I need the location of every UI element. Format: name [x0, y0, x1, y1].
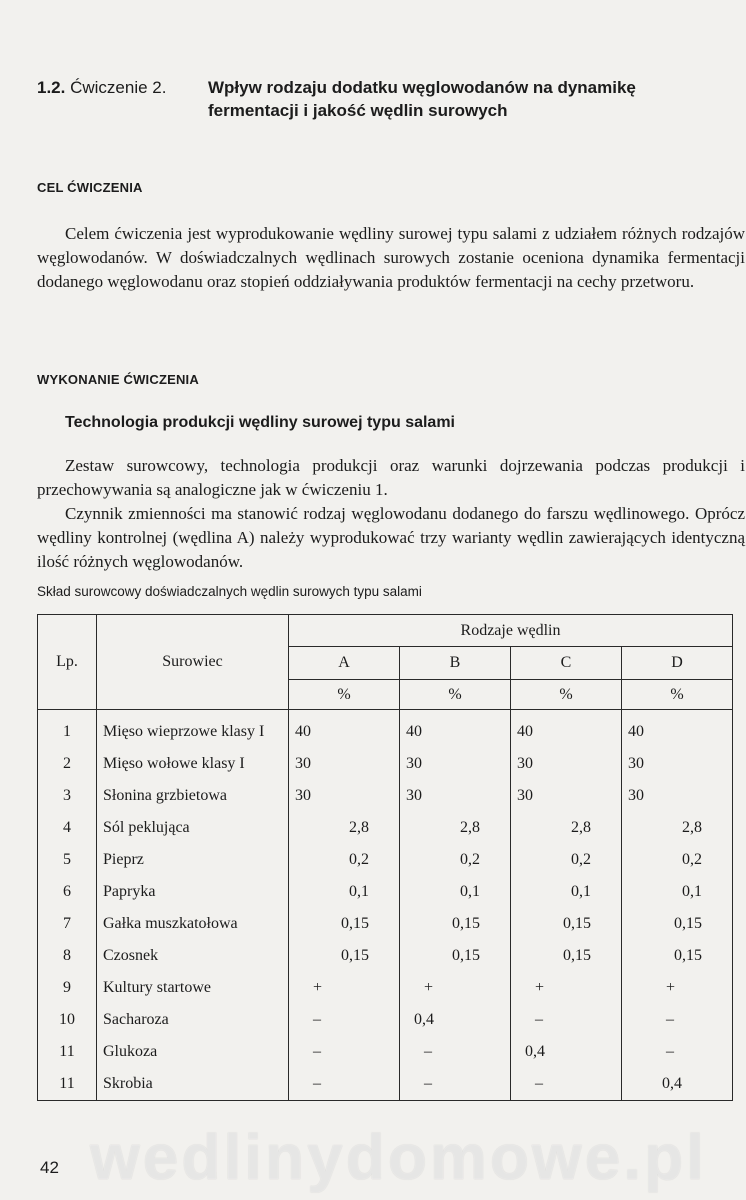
row-name: Sacharoza: [97, 1004, 289, 1036]
value-d: 0,15: [622, 940, 733, 972]
value-c: 30: [511, 780, 622, 812]
value-d: 0,15: [622, 908, 733, 940]
value-d: 30: [622, 780, 733, 812]
table-row: [38, 812, 733, 844]
header-variant-b: B: [400, 647, 511, 680]
header-variant-a: A: [289, 647, 400, 680]
row-name: Kultury startowe: [97, 972, 289, 1004]
row-name: Gałka muszkatołowa: [97, 908, 289, 940]
value-a: 30: [289, 748, 400, 780]
value-a: –: [289, 1004, 400, 1036]
row-name: Słonina grzbietowa: [97, 780, 289, 812]
table-row: [38, 1036, 733, 1068]
table-row: [38, 1004, 733, 1036]
value-b: 30: [400, 780, 511, 812]
value-c: 2,8: [511, 812, 622, 844]
row-name: Sól peklująca: [97, 812, 289, 844]
row-name: Papryka: [97, 876, 289, 908]
goal-paragraph: Celem ćwiczenia jest wyprodukowanie wędliny surowej typu salami z udziałem różnych rodzajów węglowodanów. W doświadczalnych wędlinach surowych zostanie oceniona dynamika fermentacji dodanego węglowodanu oraz stopień oddziaływania produktów fermentacji na cechy przetworu.: [37, 224, 745, 291]
value-d: 30: [622, 748, 733, 780]
table-row: [38, 940, 733, 972]
row-name: Mięso wołowe klasy I: [97, 748, 289, 780]
value-c: 0,4: [511, 1036, 622, 1068]
value-a: 0,2: [289, 844, 400, 876]
value-a: 30: [289, 780, 400, 812]
header-surowiec: Surowiec: [97, 615, 289, 710]
table-row: [38, 710, 733, 749]
value-a: 0,15: [289, 940, 400, 972]
title-line-2: fermentacji i jakość wędlin surowych: [208, 101, 508, 120]
value-b: 30: [400, 748, 511, 780]
value-b: –: [400, 1068, 511, 1101]
header-lp: Lp.: [38, 615, 97, 710]
row-name: Czosnek: [97, 940, 289, 972]
value-c: 40: [511, 710, 622, 749]
header-unit-a: %: [289, 680, 400, 710]
page-number: 42: [40, 1158, 59, 1177]
value-c: –: [511, 1068, 622, 1101]
execution-paragraph-1: Zestaw surowcowy, technologia produkcji oraz warunki dojrzewania podczas produkcji i przechowywania są analogiczne jak w ćwiczeniu 1.: [37, 456, 745, 499]
value-b: –: [400, 1036, 511, 1068]
value-c: 0,15: [511, 908, 622, 940]
table-row: [38, 1068, 733, 1101]
row-lp: 11: [38, 1036, 97, 1068]
value-b: 40: [400, 710, 511, 749]
row-lp: 5: [38, 844, 97, 876]
value-a: +: [289, 972, 400, 1004]
execution-paragraph-2: Czynnik zmienności ma stanowić rodzaj węglowodanu dodanego do farszu wędlinowego. Oprócz wędliny kontrolnej (wędlina A) należy wyprodukować trzy warianty wędlin zawierających identyczną ilość różnych węglowodanów.: [37, 504, 745, 571]
row-lp: 2: [38, 748, 97, 780]
table-row: [38, 876, 733, 908]
value-c: –: [511, 1004, 622, 1036]
technology-subheading: Technologia produkcji wędliny surowej typu salami: [65, 414, 455, 431]
section-number: 1.2.: [37, 78, 66, 97]
header-unit-b: %: [400, 680, 511, 710]
value-a: 0,15: [289, 908, 400, 940]
value-d: 0,1: [622, 876, 733, 908]
composition-table: [37, 614, 733, 1101]
value-a: 2,8: [289, 812, 400, 844]
value-a: –: [289, 1036, 400, 1068]
section-title: [37, 76, 727, 120]
row-lp: 9: [38, 972, 97, 1004]
value-c: 30: [511, 748, 622, 780]
value-b: 0,1: [400, 876, 511, 908]
table-row: [38, 844, 733, 876]
value-d: 0,4: [622, 1068, 733, 1101]
row-lp: 3: [38, 780, 97, 812]
row-name: Mięso wieprzowe klasy I: [97, 710, 289, 749]
row-name: Skrobia: [97, 1068, 289, 1101]
value-b: 0,15: [400, 908, 511, 940]
table-row: [38, 780, 733, 812]
watermark: wedlinydomowe.pl: [90, 1121, 707, 1193]
value-a: –: [289, 1068, 400, 1101]
header-unit-c: %: [511, 680, 622, 710]
table-row: [38, 908, 733, 940]
row-lp: 10: [38, 1004, 97, 1036]
value-a: 40: [289, 710, 400, 749]
header-rodzaje: Rodzaje wędlin: [289, 615, 733, 647]
goal-heading: CEL ĆWICZENIA: [37, 180, 143, 195]
row-lp: 8: [38, 940, 97, 972]
header-variant-c: C: [511, 647, 622, 680]
value-d: 40: [622, 710, 733, 749]
header-unit-d: %: [622, 680, 733, 710]
row-name: Pieprz: [97, 844, 289, 876]
table-row: [38, 748, 733, 780]
value-a: 0,1: [289, 876, 400, 908]
value-b: 2,8: [400, 812, 511, 844]
value-d: 0,2: [622, 844, 733, 876]
title-line-1: Wpływ rodzaju dodatku węglowodanów na dynamikę: [208, 78, 636, 97]
row-lp: 4: [38, 812, 97, 844]
row-lp: 7: [38, 908, 97, 940]
value-d: –: [622, 1004, 733, 1036]
value-b: 0,15: [400, 940, 511, 972]
value-c: +: [511, 972, 622, 1004]
value-d: +: [622, 972, 733, 1004]
value-c: 0,2: [511, 844, 622, 876]
exercise-label: Ćwiczenie 2.: [70, 78, 167, 97]
value-d: –: [622, 1036, 733, 1068]
execution-heading: WYKONANIE ĆWICZENIA: [37, 372, 199, 387]
value-b: +: [400, 972, 511, 1004]
row-lp: 6: [38, 876, 97, 908]
value-b: 0,4: [400, 1004, 511, 1036]
row-lp: 11: [38, 1068, 97, 1101]
row-name: Glukoza: [97, 1036, 289, 1068]
table-caption: Skład surowcowy doświadczalnych wędlin surowych typu salami: [37, 584, 422, 599]
header-variant-d: D: [622, 647, 733, 680]
value-c: 0,15: [511, 940, 622, 972]
value-b: 0,2: [400, 844, 511, 876]
section-title-text: [208, 76, 728, 122]
table-row: [38, 972, 733, 1004]
value-d: 2,8: [622, 812, 733, 844]
row-lp: 1: [38, 710, 97, 749]
value-c: 0,1: [511, 876, 622, 908]
